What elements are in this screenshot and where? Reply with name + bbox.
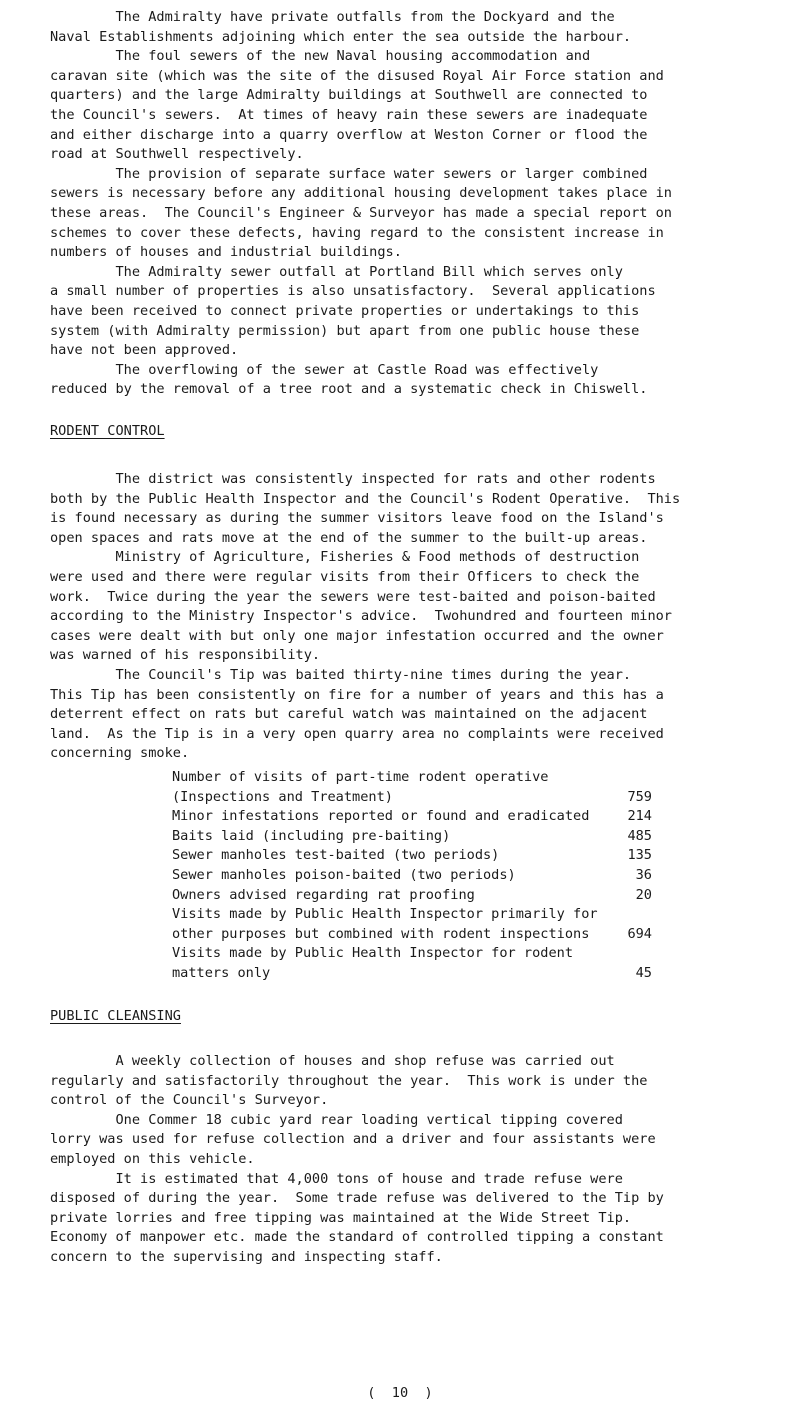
stat-label: Minor infestations reported or found and eradicated (172, 808, 590, 825)
stat-value (612, 768, 652, 788)
stat-value (612, 905, 652, 925)
text-line: have not been approved. (50, 342, 239, 359)
text-line: concern to the supervising and inspecting staff. (50, 1248, 443, 1265)
text-line: caravan site (which was the site of the disused Royal Air Force station and (50, 67, 664, 84)
text-line: a small number of properties is also unsatisfactory. Several applications (50, 283, 656, 300)
text-line: The overflowing of the sewer at Castle Road was effectively (50, 361, 599, 378)
text-line: The Admiralty sewer outfall at Portland Bill which serves only (50, 263, 623, 280)
text-line: sewers is necessary before any additional housing development takes place in (50, 185, 672, 202)
stat-row (172, 905, 652, 925)
stat-label: (Inspections and Treatment) (172, 788, 393, 805)
text-line: control of the Council's Surveyor. (50, 1092, 329, 1109)
stat-row (172, 964, 652, 984)
stat-label: Owners advised regarding rat proofing (172, 886, 475, 903)
public-cleansing-text (50, 1052, 770, 1268)
text-line: concerning smoke. (50, 745, 190, 762)
text-line: the Council's sewers. At times of heavy rain these sewers are inadequate (50, 106, 648, 123)
stat-value: 759 (627, 788, 652, 805)
text-line: both by the Public Health Inspector and the Council's Rodent Operative. This (50, 490, 681, 507)
stat-row (172, 807, 652, 827)
text-line: The Council's Tip was baited thirty-nine times during the year. (50, 666, 632, 683)
rodent-control-text (50, 470, 770, 764)
stat-row (172, 944, 652, 964)
text-line: One Commer 18 cubic yard rear loading vertical tipping covered (50, 1111, 623, 1128)
text-line: regularly and satisfactorily throughout the year. This work is under the (50, 1072, 648, 1089)
text-line: numbers of houses and industrial buildings. (50, 244, 402, 261)
text-line: and either discharge into a quarry overflow at Weston Corner or flood the (50, 126, 648, 143)
sewerage-section-text (50, 8, 770, 400)
text-line: Economy of manpower etc. made the standard of controlled tipping a constant (50, 1229, 664, 1246)
text-line: The provision of separate surface water sewers or larger combined (50, 165, 648, 182)
text-line: The district was consistently inspected for rats and other rodents (50, 471, 656, 487)
text-line: open spaces and rats move at the end of the summer to the built-up areas. (50, 529, 648, 546)
text-line: was warned of his responsibility. (50, 647, 321, 664)
text-line: is found necessary as during the summer visitors leave food on the Island's (50, 510, 664, 527)
text-line: system (with Admiralty permission) but apart from one public house these (50, 322, 640, 339)
stat-value: 485 (627, 827, 652, 844)
text-line: according to the Ministry Inspector's advice. Twohundred and fourteen minor (50, 608, 672, 625)
stat-label: Visits made by Public Health Inspector for rodent (172, 945, 574, 962)
text-line: were used and there were regular visits from their Officers to check the (50, 568, 640, 585)
text-line: Naval Establishments adjoining which enter the sea outside the harbour. (50, 28, 632, 45)
stat-label: other purposes but combined with rodent inspections (172, 925, 590, 942)
text-line: Ministry of Agriculture, Fisheries & Food methods of destruction (50, 549, 640, 566)
stat-value: 214 (627, 808, 652, 825)
text-line: The foul sewers of the new Naval housing accommodation and (50, 48, 591, 65)
stat-label: Sewer manholes poison-baited (two periods) (172, 866, 516, 883)
stat-value: 135 (627, 847, 652, 864)
stat-row (172, 768, 652, 788)
text-line: reduced by the removal of a tree root and a systematic check in Chiswell. (50, 381, 648, 398)
rodent-statistics-table (172, 768, 652, 984)
stat-row (172, 886, 652, 906)
text-line: road at Southwell respectively. (50, 146, 304, 163)
rodent-control-heading: RODENT CONTROL (50, 423, 165, 439)
stat-label: matters only (172, 964, 271, 981)
stat-value: 45 (635, 964, 652, 981)
text-line: deterrent effect on rats but careful watch was maintained on the adjacent (50, 706, 648, 723)
stat-value: 36 (635, 866, 652, 883)
stat-label: Baits laid (including pre-baiting) (172, 827, 451, 844)
stat-value (612, 944, 652, 964)
stat-value: 20 (635, 886, 652, 903)
stat-row (172, 827, 652, 847)
text-line: quarters) and the large Admiralty buildings at Southwell are connected to (50, 87, 648, 104)
text-line: work. Twice during the year the sewers were test-baited and poison-baited (50, 588, 656, 605)
stat-label: Visits made by Public Health Inspector primarily for (172, 906, 598, 923)
text-line: This Tip has been consistently on fire for a number of years and this has a (50, 686, 664, 703)
text-line: It is estimated that 4,000 tons of house and trade refuse were (50, 1170, 623, 1187)
stat-label: Sewer manholes test-baited (two periods) (172, 847, 500, 864)
text-line: A weekly collection of houses and shop refuse was carried out (50, 1053, 615, 1069)
text-line: schemes to cover these defects, having regard to the consistent increase in (50, 224, 664, 241)
text-line: employed on this vehicle. (50, 1150, 255, 1167)
stat-label: Number of visits of part-time rodent operative (172, 769, 549, 785)
stat-row (172, 788, 652, 808)
text-line: have been received to connect private properties or undertakings to this (50, 302, 640, 319)
stat-row (172, 925, 652, 945)
stat-row (172, 866, 652, 886)
text-line: these areas. The Council's Engineer & Surveyor has made a special report on (50, 204, 672, 221)
text-line: land. As the Tip is in a very open quarry area no complaints were received (50, 725, 664, 742)
text-line: private lorries and free tipping was maintained at the Wide Street Tip. (50, 1209, 632, 1226)
page-number: ( 10 ) (367, 1385, 433, 1401)
stat-value: 694 (627, 925, 652, 942)
text-line: cases were dealt with but only one major infestation occurred and the owner (50, 627, 664, 644)
text-line: disposed of during the year. Some trade refuse was delivered to the Tip by (50, 1190, 664, 1207)
text-line: lorry was used for refuse collection and a driver and four assistants were (50, 1131, 656, 1148)
public-cleansing-heading: PUBLIC CLEANSING (50, 1008, 181, 1024)
text-line: The Admiralty have private outfalls from the Dockyard and the (50, 9, 615, 25)
stat-row (172, 846, 652, 866)
